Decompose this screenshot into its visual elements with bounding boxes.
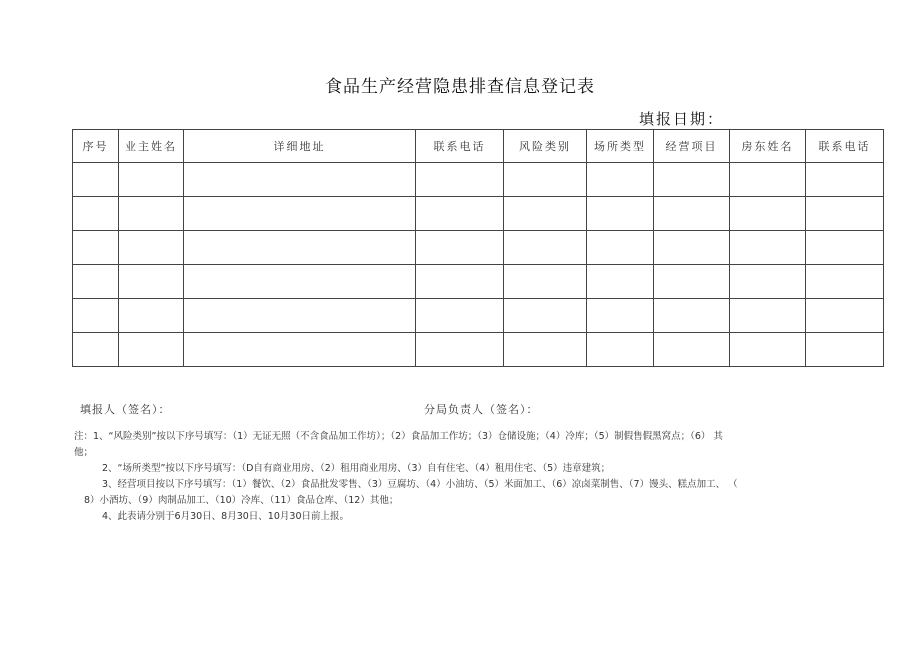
table-row [73, 299, 884, 333]
fill-date-label: 填报日期： [639, 110, 725, 128]
table-row [73, 265, 884, 299]
col-header-business-item: 经营项目 [654, 130, 730, 163]
filler-signature-label: 填报人（签名）： [80, 403, 171, 416]
table-row [73, 231, 884, 265]
note-1-line-1: 注：1、“风险类别”按以下序号填写：（1）无证无照（不含食品加工作坊）；（2）食品加工作坊；（3）仓储设施；（4）冷库；（5）制假售假黑窝点；（6） 其 [74, 431, 723, 442]
col-header-premises-type: 场所类型 [587, 130, 654, 163]
branch-head-signature-label: 分局负责人（签名）： [424, 403, 539, 416]
note-4: 4、此表请分别于6月30日、8月30日、10月30日前上报。 [102, 511, 349, 522]
document-title: 食品生产经营隐患排查信息登记表 [325, 77, 595, 97]
table-row [73, 333, 884, 367]
table-row [73, 197, 884, 231]
table-header-row [73, 130, 884, 163]
note-1-line-2: 他； [74, 447, 94, 458]
col-header-risk-category: 风险类别 [504, 130, 587, 163]
col-header-index: 序号 [73, 130, 119, 163]
col-header-landlord-phone: 联系电话 [806, 130, 884, 163]
table-row [73, 163, 884, 197]
note-3-line-2: 8）小酒坊、（9）肉制品加工、（10）冷库、（11）食品仓库、（12）其他； [84, 495, 399, 506]
col-header-phone: 联系电话 [416, 130, 504, 163]
note-2: 2、“场所类型”按以下序号填写：（D自有商业用房、（2）租用商业用房、（3）自有住宅、（4）租用住宅、（5）违章建筑； [102, 463, 611, 474]
col-header-owner-name: 业主姓名 [119, 130, 184, 163]
col-header-address: 详细地址 [184, 130, 416, 163]
registration-table [72, 129, 884, 367]
notes-section [74, 429, 882, 525]
col-header-landlord-name: 房东姓名 [730, 130, 806, 163]
note-3-line-1: 3、经营项目按以下序号填写：（1）餐饮、（2）食品批发零售、（3）豆腐坊、（4）小油坊、（5）米面加工、（6）凉卤菜制售、（7）馒头、糕点加工、 （ [102, 479, 738, 490]
